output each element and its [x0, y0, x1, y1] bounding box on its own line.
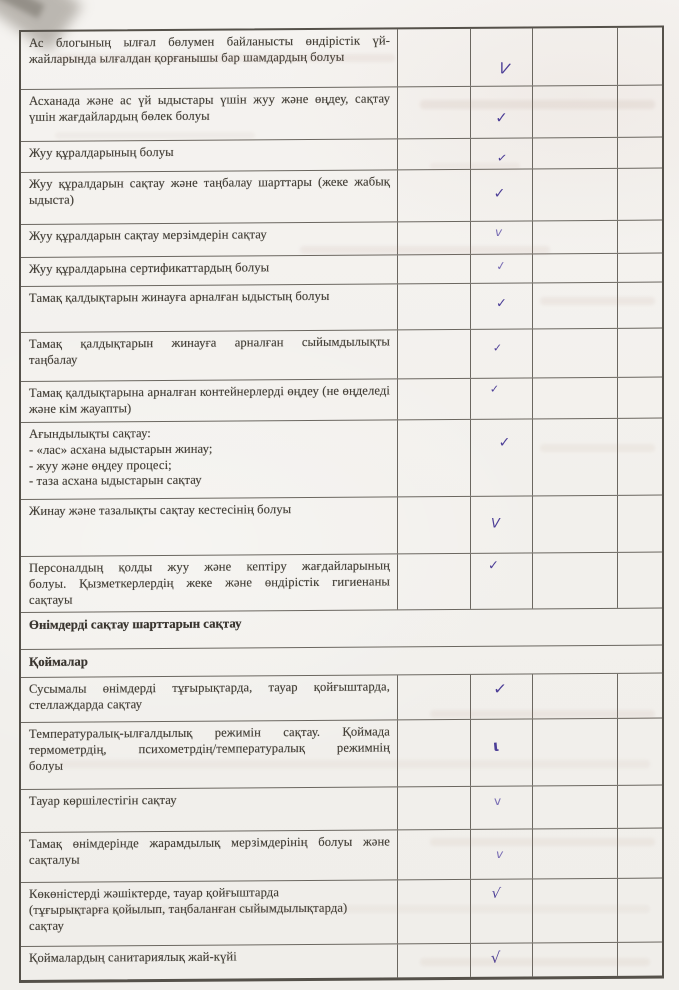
check-cell	[471, 283, 533, 328]
empty-cell	[533, 786, 618, 829]
table-row	[21, 419, 662, 500]
empty-cell	[398, 255, 471, 284]
empty-cell	[618, 419, 662, 495]
requirement-text: Тамақ қалдықтарын жинауға арналған ыдыстың болуы	[21, 284, 398, 332]
requirement-text: Жуу құралдарын сақтау мерзімдерін сақтау	[21, 222, 398, 257]
checklist-table	[19, 25, 664, 983]
table-row	[21, 221, 662, 258]
section-title: Қоймалар	[29, 654, 88, 669]
requirement-text: Жинау және тазалықты сақтау кестесінің болуы	[21, 497, 398, 556]
table-row	[21, 378, 662, 423]
empty-cell	[533, 496, 618, 553]
empty-cell	[533, 553, 618, 609]
handwritten-checkmark: ✓	[495, 108, 508, 127]
empty-cell	[533, 329, 618, 378]
check-cell	[471, 86, 533, 137]
empty-cell	[618, 254, 662, 282]
requirement-text: Тамақ қалдықтарына арналған контейнерлерді өңдеу (не өңделеді және кім жауапты)	[21, 379, 398, 422]
check-cell	[471, 28, 533, 85]
requirement-text: Жуу құралдарына сертификаттардың болуы	[21, 255, 398, 286]
table-row	[21, 138, 662, 173]
table-row	[21, 553, 662, 613]
empty-cell	[398, 222, 471, 255]
table-row	[21, 879, 662, 947]
empty-cell	[533, 138, 618, 169]
table-row	[21, 283, 662, 333]
empty-cell	[618, 553, 662, 608]
check-cell	[471, 879, 533, 942]
empty-cell	[398, 379, 471, 420]
handwritten-checkmark: ✓	[496, 296, 507, 312]
check-cell	[471, 943, 533, 976]
empty-cell	[618, 169, 662, 220]
empty-cell	[618, 221, 662, 253]
empty-cell	[398, 675, 471, 720]
empty-cell	[618, 28, 662, 85]
empty-cell	[398, 87, 471, 139]
check-cell	[471, 254, 533, 282]
empty-cell	[618, 674, 662, 718]
empty-cell	[533, 169, 618, 221]
check-cell	[471, 496, 533, 552]
empty-cell	[533, 283, 618, 329]
empty-cell	[533, 943, 618, 977]
handwritten-checkmark: ✓	[488, 558, 499, 574]
empty-cell	[618, 138, 662, 168]
table-row	[21, 86, 662, 142]
handwritten-checkmark: ι	[491, 736, 500, 756]
section-title: Өнімдерді сақтау шарттарын сақтау	[29, 616, 242, 632]
requirement-text: Температуралық-ылғалдылық режимін сақтау. Қоймада термометрдің, психометрдің/температуралық режимнің болуы	[21, 720, 398, 789]
requirement-text: Асханада және ас үй ыдыстары үшін жуу және өңдеу, сақтау үшін жағдайлардың бөлек болуы	[21, 87, 398, 141]
table-row	[21, 496, 662, 557]
table-row	[21, 254, 662, 287]
empty-cell	[618, 786, 662, 828]
handwritten-checkmark: ✓	[495, 150, 508, 166]
requirement-text: Қоймалардың санитариялық жай-күйі	[21, 944, 398, 980]
check-cell	[471, 138, 533, 168]
empty-cell	[398, 284, 471, 330]
requirement-text: Жуу құралдарын сақтау және таңбалау шарттары (жеке жабық ыдыста)	[21, 170, 398, 224]
requirement-text: Жуу құралдарының болуы	[21, 139, 398, 172]
requirement-text: Сусымалы өнімдерді тұғырықтарда, тауар қойғыштарда, стеллаждарда сақтау	[21, 675, 398, 722]
handwritten-checkmark: v	[493, 793, 502, 808]
empty-cell	[618, 86, 662, 137]
empty-cell	[398, 139, 471, 170]
table-row	[21, 719, 662, 790]
empty-cell	[533, 879, 618, 943]
table-row	[21, 674, 662, 723]
empty-cell	[618, 378, 662, 418]
handwritten-checkmark: ✓	[491, 678, 508, 699]
empty-cell	[398, 170, 471, 222]
empty-cell	[398, 880, 471, 944]
empty-cell	[618, 829, 662, 878]
check-cell	[471, 419, 533, 495]
empty-cell	[618, 329, 662, 377]
handwritten-checkmark: v	[495, 846, 504, 861]
empty-cell	[618, 879, 662, 942]
handwritten-checkmark: ✓	[494, 258, 507, 274]
check-cell	[471, 378, 533, 418]
requirement-text: Ас блогының ылғал бөлумен байланысты өндірістік үй-жайларында ылғалдан қорғанышы бар шамдардың болуы	[21, 29, 398, 89]
requirement-text: Тамақ қалдықтарын жинауға арналған сыйымдылықты таңбалау	[21, 330, 398, 381]
handwritten-checkmark: V	[491, 516, 500, 532]
empty-cell	[533, 419, 618, 496]
empty-cell	[398, 420, 471, 497]
empty-cell	[533, 378, 618, 419]
empty-cell	[533, 719, 618, 786]
empty-cell	[398, 330, 471, 379]
handwritten-checkmark: √	[490, 885, 501, 903]
requirement-text: Ағындылықты сақтау: - «лас» асхана ыдыстарын жинау; - жуу және өңдеу процесі; - таза асхана ыдыстарын сақтау	[21, 420, 398, 499]
table-row	[21, 28, 662, 90]
empty-cell	[398, 830, 471, 880]
table-row	[21, 169, 662, 225]
handwritten-checkmark: ✓	[498, 434, 511, 451]
check-cell	[471, 553, 533, 608]
empty-cell	[398, 497, 471, 554]
empty-cell	[618, 719, 662, 785]
check-cell	[471, 786, 533, 828]
empty-cell	[398, 944, 471, 978]
empty-cell	[618, 496, 662, 552]
requirement-text: Көкөністерді жәшіктерде, тауар қойғыштарда (тұғырықтарға қойылып, таңбаланған сыйымдылықтарда) сақтау	[21, 880, 398, 946]
check-cell	[471, 829, 533, 878]
requirement-text: Тамақ өнімдерінде жарамдылық мерзімдерінің болуы және сақталуы	[21, 830, 398, 882]
empty-cell	[618, 943, 662, 976]
handwritten-checkmark: ✓	[492, 341, 503, 355]
empty-cell	[533, 674, 618, 719]
section-row	[21, 609, 662, 650]
empty-cell	[533, 221, 618, 254]
empty-cell	[398, 720, 471, 787]
check-cell	[471, 329, 533, 377]
empty-cell	[533, 86, 618, 138]
section-row	[21, 646, 662, 678]
empty-cell	[618, 283, 662, 328]
table-row	[21, 829, 662, 883]
empty-cell	[398, 554, 471, 610]
requirement-text: Тауар көршілестігін сақтау	[21, 787, 398, 832]
empty-cell	[533, 28, 618, 86]
table-row	[21, 943, 662, 980]
handwritten-checkmark: ✓	[489, 382, 500, 396]
table-row	[21, 786, 662, 833]
empty-cell	[533, 829, 618, 879]
handwritten-checkmark: v	[494, 224, 503, 239]
check-cell	[471, 221, 533, 253]
empty-cell	[398, 29, 471, 87]
handwritten-checkmark: ✓	[493, 185, 506, 202]
handwritten-checkmark: √	[490, 948, 501, 967]
check-cell	[471, 674, 533, 718]
check-cell	[471, 169, 533, 220]
table-row	[21, 329, 662, 382]
check-cell	[471, 719, 533, 785]
empty-cell	[533, 254, 618, 283]
requirement-text: Персоналдың қолды жуу және кептіру жағдайларының болуы. Қызметкерлердің жеке және өндірістік гигиенаны сақтауы	[21, 554, 398, 612]
empty-cell	[398, 787, 471, 830]
handwritten-checkmark: V	[496, 58, 511, 79]
